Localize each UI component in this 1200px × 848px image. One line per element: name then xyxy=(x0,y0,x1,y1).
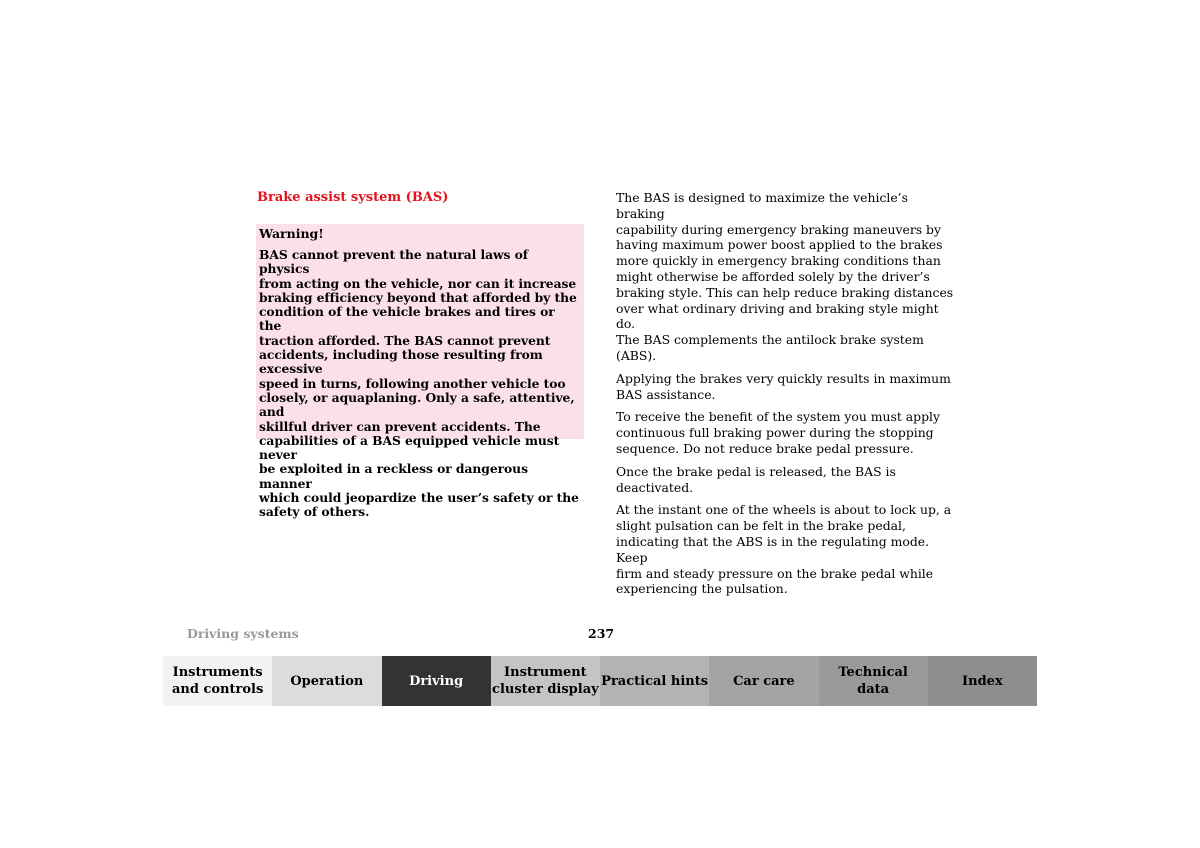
tab-instrument-cluster-display[interactable]: Instrument cluster display xyxy=(491,656,600,706)
section-title: Brake assist system (BAS) xyxy=(257,190,449,205)
chapter-tab-bar xyxy=(163,656,1037,706)
tab-driving[interactable]: Driving xyxy=(382,656,491,706)
tab-instruments-and-controls[interactable]: Instruments and controls xyxy=(163,656,272,706)
body-paragraph: Once the brake pedal is released, the BAS is deactivated. xyxy=(616,463,896,495)
page-number: 237 xyxy=(588,626,615,641)
tab-technical-data[interactable]: Technical data xyxy=(819,656,928,706)
body-paragraph: At the instant one of the wheels is about to lock up, a slight pulsation can be felt in the brake pedal, indicating that the ABS is in the regulating mode. Keep firm and steady pressure on the brake pedal while experiencing the pulsation. xyxy=(616,502,952,597)
tab-index[interactable]: Index xyxy=(928,656,1037,706)
footer-section-label: Driving systems xyxy=(187,626,299,641)
body-paragraph: The BAS is designed to maximize the vehicle’s braking capability during emergency braking maneuvers by having maximum power boost applied to the brakes more quickly in emergency braking conditions than might otherwise be afforded solely by the driver’s braking style. This can help reduce braking distances over what ordinary driving and braking style might do. The BAS complements the antilock brake system (ABS). xyxy=(616,190,954,363)
warning-text: BAS cannot prevent the natural laws of physics from acting on the vehicle, nor can it increase braking efficiency beyond that afforded by the condition of the vehicle brakes and tires or the traction afforded. The BAS cannot prevent accidents, including those resulting from excessive speed in turns, following another vehicle too closely, or aquaplaning. Only a safe, attentive, and skillful driver can prevent accidents. The capabilities of a BAS equipped vehicle must never be exploited in a reckless or dangerous manner which could jeopardize the user’s safety or the safety of others. xyxy=(259,247,579,520)
body-paragraph: Applying the brakes very quickly results in maximum BAS assistance. xyxy=(616,370,951,402)
tab-practical-hints[interactable]: Practical hints xyxy=(600,656,709,706)
body-paragraph: To receive the benefit of the system you must apply continuous full braking power during the stopping sequence. Do not reduce brake pedal pressure. xyxy=(616,409,940,456)
warning-box xyxy=(256,224,584,520)
warning-title: Warning! xyxy=(259,226,324,241)
tab-operation[interactable]: Operation xyxy=(272,656,381,706)
tab-car-care[interactable]: Car care xyxy=(709,656,818,706)
body-text-column xyxy=(616,190,956,604)
